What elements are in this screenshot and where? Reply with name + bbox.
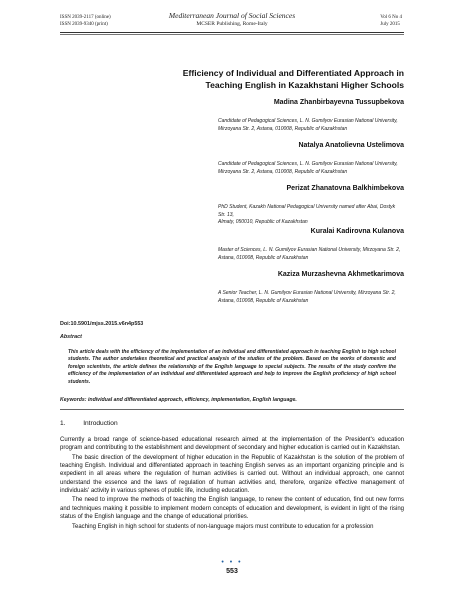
affiliation-line: Candidate of Pedagogical Sciences, L. N. Gumilyov Eurasian National University, (218, 161, 398, 167)
journal-name: Mediterranean Journal of Social Sciences (168, 11, 296, 20)
section-heading (60, 420, 118, 427)
author-3 (144, 184, 404, 227)
page-number: 553 (226, 568, 238, 575)
abstract-heading: Abstract (60, 334, 82, 340)
volume-label: Vol 6 No 4 (380, 15, 402, 20)
abstract-text: This article deals with the efficiency of the implementation of an individual and differentiated approach in teaching English to high school students. The author undertakes theoretical and practical analysis of the studies of the problem. Based on the works of domestic and foreign scientists, the article defines the relationship of the English language to special subjects. The results of the study confirm the efficiency of the implementation of an individual and differentiated approach and help to improve the English proficiency of high school students. (68, 349, 396, 385)
affiliation-line: Candidate of Pedagogical Sciences, L. N. Gumilyov Eurasian National University, (218, 118, 398, 124)
affiliation-line: Mirzoyana Str. 2, Astana, 010008, Republic of Kazakhstan (218, 168, 348, 175)
author-affiliation (218, 118, 404, 133)
page-dots: • • • (221, 559, 243, 566)
header-rule (60, 32, 404, 33)
affiliation-line: PhD Student, Kazakh National Pedagogical University named after Abai, Dostyk Str. 13, (218, 204, 396, 218)
section-title: Introduction (83, 420, 118, 427)
header-volume (380, 14, 402, 28)
affiliation-line: Astana, 010008, Republic of Kazakhstan (218, 254, 309, 261)
header-rule-thin (60, 34, 404, 35)
author-name: Madina Zhanbirbayevna Tussupbekova (273, 99, 404, 106)
keywords-rule (60, 409, 404, 410)
author-5 (144, 270, 404, 305)
author-affiliation (218, 290, 404, 305)
issn-print: ISSN 2039-9340 (print) (60, 22, 108, 27)
issn-online: ISSN 2039-2117 (online) (60, 15, 111, 20)
publisher-name: MCSER Publishing, Rome-Italy (196, 21, 268, 27)
doi: Doi:10.5901/mjss.2015.v6n4p553 (60, 321, 144, 327)
author-name: Kuralai Kadirovna Kulanova (310, 228, 404, 235)
issue-date: July 2015 (380, 22, 400, 27)
author-name: Natalya Anatolievna Ustelimova (298, 142, 404, 149)
paragraph: The need to improve the methods of teaching the English language, to renew the content of education, find out new forms and techniques making it possible to implement modern concepts of education and development, is evident in light of the rising status of the English language and the change of educational priorities. (60, 497, 404, 520)
affiliation-line: Astana, 010008, Republic of Kazakhstan (218, 297, 309, 304)
author-name: Kaziza Murzashevna Akhmetkarimova (277, 271, 404, 278)
author-affiliation (218, 247, 404, 262)
author-name: Perizat Zhanatovna Balkhimbekova (286, 185, 404, 192)
author-2 (144, 141, 404, 176)
body-text (60, 436, 404, 532)
affiliation-line: Mirzoyana Str. 2, Astana, 010008, Republic of Kazakhstan (218, 125, 348, 132)
section-number: 1. (60, 420, 66, 427)
author-4 (144, 227, 404, 262)
affiliation-line: Master of Sciences, L. N. Gumilyov Eurasian National University, Mirzoyana Str. 2, (218, 247, 401, 253)
title-line-2: Teaching English in Kazakhstani Higher Schools (205, 80, 404, 90)
paper-title (60, 67, 404, 91)
author-affiliation (218, 204, 404, 227)
affiliation-line: A Senior Teacher, L. N. Gumilyov Eurasian National University, Mirzoyana Str. 2, (218, 290, 396, 296)
title-line-1: Efficiency of Individual and Differentiated Approach in (182, 68, 404, 78)
paragraph: Teaching English in high school for students of non-language majors must contribute to education for a profession (72, 523, 374, 530)
keywords: Keywords: individual and differentiated approach, efficiency, implementation, English language. (60, 397, 297, 403)
author-1 (144, 98, 404, 133)
paragraph: The basic direction of the development of higher education in the Republic of Kazakhstan is the solution of the problem of teaching English. Individual and differentiated approach in teaching English serves as an important organizing principle and is expedient in all areas where the regulation of human activities is carried out. Without an individual approach, one cannot understand the essence and the laws of regulation of human activities and, therefore, organize effective management of individuals' activity in various spheres of public life, including education. (60, 454, 404, 494)
author-affiliation (218, 161, 404, 176)
affiliation-line: Almaty, 050010, Republic of Kazakhstan (218, 219, 308, 225)
paragraph: Currently a broad range of science-based educational research aimed at the implementation of the President's education program and contributing to the establishment and development of secondary and higher education is carried out in Kazakhstan. (60, 437, 404, 452)
